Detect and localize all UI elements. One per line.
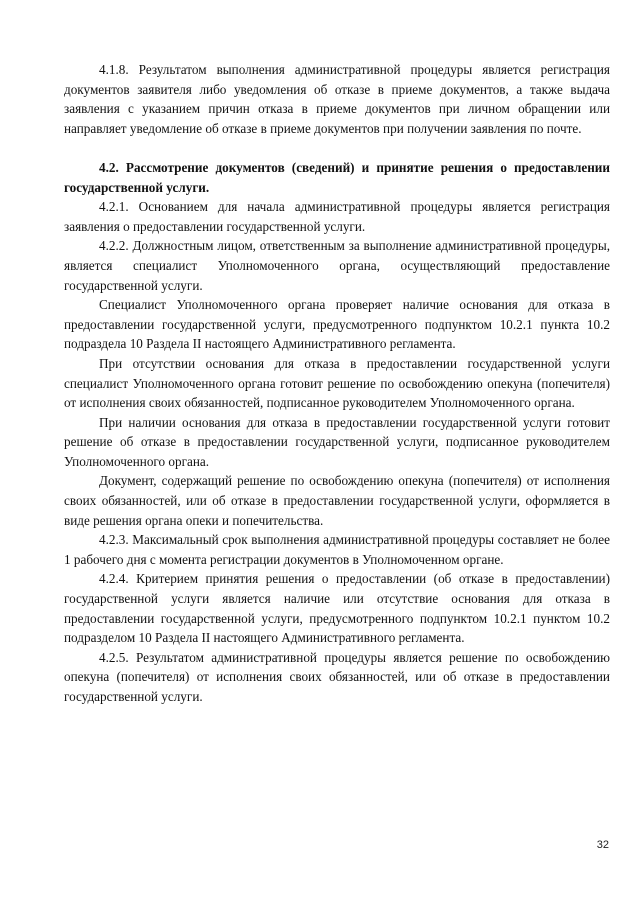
section-heading-4-2: 4.2. Рассмотрение документов (сведений) и принятие решения о предоставлении государственной услуги. [64, 159, 610, 195]
paragraph-4-1-8: 4.1.8. Результатом выполнения административной процедуры является регистрация документов заявителя либо уведомления об отказе в приеме документов, а также выдача заявления с указанием причин отказа в приеме документов при личном обращении или направляет уведомление об отказе в приеме документов при получении заявления по почте. [64, 62, 610, 136]
paragraph-4-2-4: 4.2.4. Критерием принятия решения о предоставлении (об отказе в предоставлении) государственной услуги является наличие или отсутствие основания для отказа в предоставлении государственной услуги, предусмотренного подпунктом 10.2.1 пунктом 10.2 подразделом 10 Раздела II настоящего Административного регламента. [64, 571, 610, 646]
paragraph-decision-document: Документ, содержащий решение по освобождению опекуна (попечителя) от исполнения своих обязанностей, или об отказе в предоставлении государственной услуги, оформляется в виде решения органа опеки и попечительства. [64, 473, 610, 528]
paragraph-4-2-2: 4.2.2. Должностным лицом, ответственным за выполнение административной процедуры, является специалист Уполномоченного органа, осуществляющий предоставление государственной услуги. [64, 238, 610, 293]
page-number: 32 [596, 839, 609, 851]
document-body [64, 60, 610, 707]
paragraph-4-2-1: 4.2.1. Основанием для начала административной процедуры является регистрация заявления о предоставлении государственной услуги. [64, 199, 610, 234]
paragraph-refusal-grounds: При наличии основания для отказа в предоставлении государственной услуги готовит решение об отказе в предоставлении государственной услуги, подписанное руководителем Уполномоченного органа. [64, 414, 610, 469]
paragraph-4-2-3: 4.2.3. Максимальный срок выполнения административной процедуры составляет не более 1 рабочего дня с момента регистрации документов в Уполномоченном органе. [64, 532, 610, 567]
paragraph-no-refusal-grounds: При отсутствии основания для отказа в предоставлении государственной услуги специалист Уполномоченного органа готовит решение по освобождению опекуна (попечителя) от исполнения своих обязанностей, подписанное руководителем Уполномоченного органа. [64, 355, 610, 411]
paragraph-specialist-check: Специалист Уполномоченного органа проверяет наличие основания для отказа в предоставлении государственной услуги, предусмотренного подпунктом 10.2.1 пункта 10.2 подраздела 10 Раздела II настоящего Административного регламента. [64, 297, 610, 352]
paragraph-4-2-5: 4.2.5. Результатом административной процедуры является решение по освобождению опекуна (попечителя) от исполнения своих обязанностей, или об отказе в предоставлении государственной услуги. [64, 649, 610, 704]
